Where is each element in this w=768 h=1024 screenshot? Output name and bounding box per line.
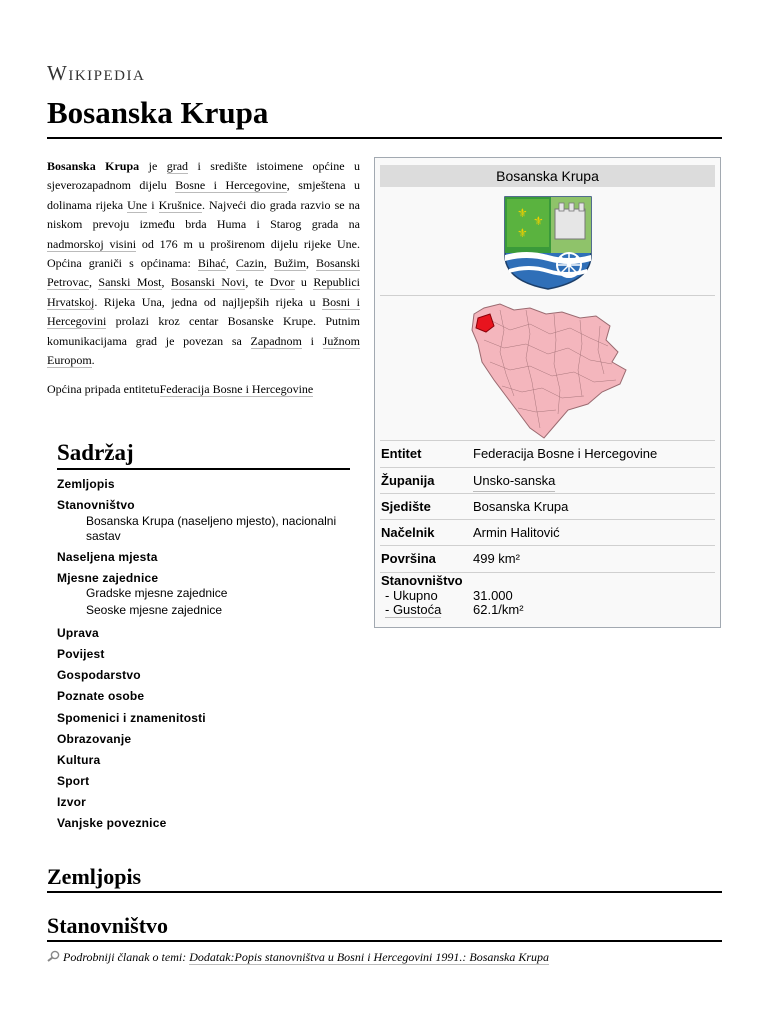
- lead-text: u: [294, 275, 314, 290]
- infobox-row-zupanija: [381, 468, 716, 494]
- link-krusnice[interactable]: Krušnice: [158, 197, 202, 212]
- entity-text: Općina pripada entitetu: [47, 382, 160, 396]
- infobox-row-stanovnistvo: [381, 572, 716, 588]
- toc-item[interactable]: Mjesne zajednice: [57, 571, 159, 585]
- lead-text: .: [91, 353, 95, 368]
- toc-item[interactable]: Povijest: [57, 647, 105, 661]
- link-zapadna-europa[interactable]: Zapadnom: [250, 333, 302, 348]
- toc-item[interactable]: Naseljena mjesta: [57, 550, 158, 564]
- link-dvor[interactable]: Dvor: [269, 275, 295, 290]
- toc-divider: [57, 468, 350, 470]
- infobox-value: Bosanska Krupa: [473, 499, 569, 514]
- link-bosne-i-hercegovine[interactable]: Bosne i Hercegovine: [175, 178, 287, 193]
- infobox-label: Županija: [381, 473, 435, 488]
- svg-text:⚜: ⚜: [533, 214, 544, 228]
- section-divider: [47, 940, 722, 942]
- lead-text: je: [139, 159, 167, 173]
- coat-of-arms-image[interactable]: [503, 195, 593, 291]
- toc-item[interactable]: Obrazovanje: [57, 732, 132, 746]
- infobox-row-sjediste: [381, 494, 716, 520]
- infobox-row-gustoca: [381, 602, 716, 618]
- see-also-link[interactable]: Dodatak:Popis stanovništva u Bosni i Hercegovini 1991.: Bosanska Krupa: [189, 950, 550, 964]
- lead-text: ,: [263, 256, 274, 271]
- infobox-row-nacelnik: [381, 520, 716, 546]
- toc-item[interactable]: Sport: [57, 774, 90, 788]
- link-sanski-most[interactable]: Sanski Most: [98, 275, 162, 290]
- toc-subitem[interactable]: Bosanska Krupa (naseljeno mjesto), nacionalni sastav: [86, 514, 337, 543]
- link-federacija[interactable]: Federacija Bosne i Hercegovine: [159, 382, 314, 396]
- toc-item[interactable]: Izvor: [57, 795, 87, 809]
- lead-text: od 176 m u proširenom dijelu rijeke Une. Općina graniči s općinama:: [47, 236, 360, 271]
- see-also-prefix: Podrobniji članak o temi:: [63, 950, 190, 964]
- link-juzna-europa[interactable]: Južnom Europom: [47, 333, 360, 368]
- infobox-label: Entitet: [381, 446, 422, 461]
- toc-item[interactable]: Vanjske poveznice: [57, 816, 167, 830]
- lead-text: . Rijeka Una, jedna od najljepših rijeka u: [94, 294, 323, 309]
- link-nadmorska-visina[interactable]: nadmorskoj visini: [47, 236, 137, 251]
- toc-item[interactable]: Zemljopis: [57, 477, 115, 491]
- infobox-label: Sjedište: [381, 499, 431, 514]
- section-divider: [47, 891, 722, 893]
- infobox-value: Federacija Bosne i Hercegovine: [473, 446, 658, 461]
- entity-paragraph: [47, 380, 360, 399]
- toc-item[interactable]: Poznate osobe: [57, 689, 145, 703]
- see-also-note: [47, 950, 549, 966]
- lead-text: ,: [88, 275, 99, 290]
- toc-item[interactable]: Kultura: [57, 753, 101, 767]
- wikipedia-logo[interactable]: Wikipedia: [47, 61, 146, 85]
- lead-text: i: [147, 197, 159, 212]
- toc-title: Sadržaj: [57, 440, 134, 465]
- table-of-contents: [57, 440, 357, 830]
- link-republika-hrvatska[interactable]: Republici Hrvatskoj: [47, 275, 360, 309]
- infobox-sublabel-link[interactable]: - Gustoća: [385, 602, 442, 617]
- link-cazin[interactable]: Cazin: [235, 256, 264, 271]
- lead-text: , te: [245, 275, 270, 290]
- infobox-row-entitet: [381, 441, 716, 467]
- toc-item[interactable]: Gospodarstvo: [57, 668, 141, 682]
- infobox-divider: [380, 295, 715, 296]
- lead-text: ,: [225, 256, 236, 271]
- link-bosna-i-hercegovina[interactable]: Bosni i Hercegovini: [47, 294, 360, 329]
- link-bosanski-novi[interactable]: Bosanski Novi: [170, 275, 246, 290]
- lead-paragraph: [47, 157, 360, 370]
- link-bosanski-petrovac[interactable]: Bosanski Petrovac: [47, 256, 361, 290]
- link-bihac[interactable]: Bihać: [197, 256, 226, 271]
- infobox-value-link[interactable]: Unsko-sanska: [473, 471, 555, 492]
- svg-text:⚜: ⚜: [517, 206, 528, 220]
- lead-text: ,: [305, 256, 317, 271]
- infobox-value: Armin Halitović: [473, 525, 560, 540]
- toc-subitem[interactable]: Seoske mjesne zajednice: [86, 603, 223, 617]
- lead-bold-title: Bosanska Krupa: [47, 159, 140, 173]
- link-grad[interactable]: grad: [166, 159, 189, 173]
- title-divider: [47, 137, 722, 139]
- svg-text:⚜: ⚜: [517, 226, 528, 240]
- toc-item[interactable]: Uprava: [57, 626, 99, 640]
- infobox: [374, 157, 721, 628]
- lead-text: i: [301, 333, 323, 348]
- toc-item[interactable]: Stanovništvo: [57, 498, 135, 512]
- infobox-row-povrsina: [381, 546, 716, 572]
- lead-text: . Najveći dio grada razvio se na niskom prevoju između brda Huma i Starog grada na: [47, 197, 360, 232]
- page-title: Bosanska Krupa: [47, 95, 269, 130]
- section-heading-stanovnistvo: Stanovništvo: [47, 913, 169, 938]
- link-une[interactable]: Une: [127, 197, 148, 212]
- link-buzim[interactable]: Bužim: [273, 256, 306, 271]
- lead-text: ,: [161, 275, 171, 290]
- infobox-label: Površina: [381, 551, 436, 566]
- location-map-image[interactable]: [470, 300, 628, 440]
- section-heading-zemljopis: Zemljopis: [47, 864, 142, 889]
- infobox-value: 499 km²: [473, 551, 520, 566]
- infobox-label: Stanovništvo: [381, 573, 463, 588]
- infobox-label: Načelnik: [381, 525, 435, 540]
- infobox-value: 62.1/km²: [473, 602, 524, 617]
- lead-text: , smještena u dolinama rijeka: [47, 178, 360, 212]
- lead-text: i središte istoimene općine u sjeverozapadnom dijelu: [47, 159, 360, 193]
- infobox-title: Bosanska Krupa: [380, 165, 715, 187]
- toc-subitem[interactable]: Gradske mjesne zajednice: [86, 586, 228, 600]
- infobox-sublabel: - Ukupno: [385, 588, 438, 603]
- infobox-value: 31.000: [473, 588, 513, 603]
- magnifier-icon: [47, 950, 63, 966]
- lead-text: prolazi kroz centar Bosanske Krupe. Putnim komunikacijama grad je povezan sa: [47, 314, 360, 348]
- toc-item[interactable]: Spomenici i znamenitosti: [57, 711, 206, 725]
